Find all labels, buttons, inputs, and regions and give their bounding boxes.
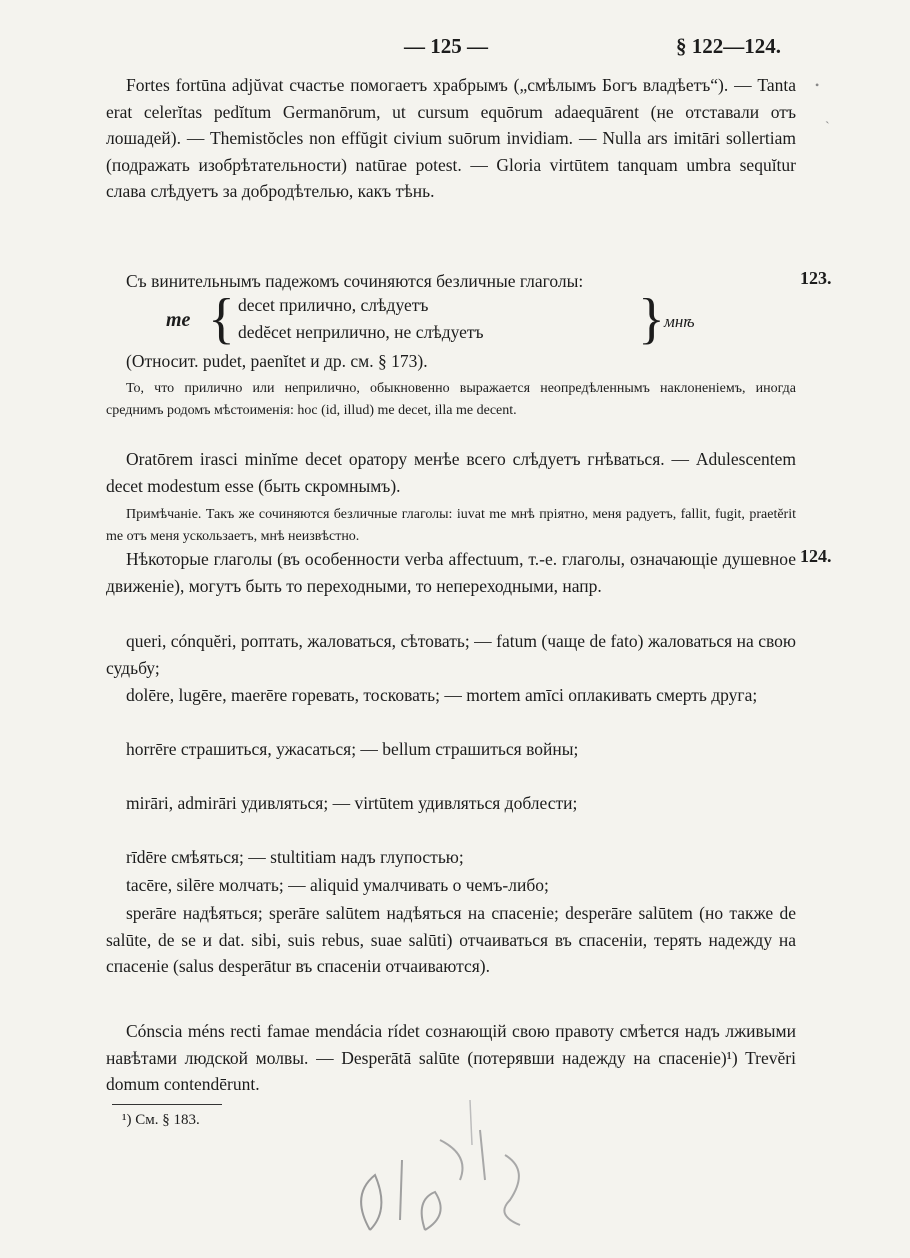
paragraph-text: (Относит. pudet, paenĭtet и др. см. § 173).	[126, 351, 428, 371]
paragraph-text: Примѣчаніе. Такъ же сочиняются безличные глаголы: iuvat me мнѣ пріятно, меня радуетъ, fallit, fugit, praetĕrit me отъ меня ускользаетъ, мнѣ неизвѣстно.	[106, 507, 796, 544]
margin-number-123: 123.	[800, 268, 832, 288]
verb-entry-sperare	[106, 900, 796, 980]
paragraph-examples-dative	[106, 72, 796, 205]
paragraph-text: dolēre, lugēre, maerēre горевать, тосковать; — mortem amīci оплакивать смерть друга;	[126, 685, 758, 705]
paragraph-text: rīdēre смѣяться; — stultitiam надъ глупостью;	[126, 847, 464, 867]
formula-result: мнѣ	[664, 312, 695, 331]
paragraph-reference	[106, 348, 796, 375]
page-number: — 125 —	[404, 34, 488, 58]
margin-speck: `	[825, 120, 830, 135]
right-brace-icon: }	[638, 288, 665, 350]
left-brace-icon: {	[208, 288, 235, 350]
paragraph-text: horrēre страшиться, ужасаться; — bellum страшиться войны;	[126, 739, 579, 759]
formula-subject: me	[166, 309, 191, 331]
paragraph-examples-decet	[106, 446, 796, 499]
verb-entry-queri	[106, 628, 796, 681]
footnote: ¹) См. § 183.	[122, 1112, 200, 1128]
paragraph-text: Fortes fortūna adjŭvat счастье помогаетъ храбрымъ („смѣлымъ Богъ владѣетъ“). — Tanta erat celerĭtas pedĭtum Germanōrum, ut cursum equōrum adaequārent (не отставали отъ лошадей). — Themistŏcles non effŭgit civium suōrum invidiam. — Nulla ars imitāri sollertiam (подражать изобрѣтательности) natūrae potest. — Gloria virtūtem tanquam umbra sequĭtur слава слѣдуетъ за добродѣтелью, какъ тѣнь.	[106, 75, 796, 201]
paragraph-examples-final	[106, 1018, 796, 1098]
margin-number-124: 124.	[800, 546, 832, 566]
paragraph-text: Cónscia méns recti famae mendácia rídet сознающій свою правоту смѣется надъ лживыми навѣтами людской молвы. — Desperātā salūte (потерявши надежду на спасеніе)¹) Trevĕri domum contendērunt.	[106, 1021, 796, 1094]
verb-entry-dolere	[106, 682, 796, 709]
paragraph-verba-affectuum	[106, 546, 796, 599]
margin-speck: •	[815, 78, 820, 92]
paragraph-text: queri, cónquĕri, роптать, жаловаться, сѣтовать; — fatum (чаще de fato) жаловаться на свою судьбу;	[106, 631, 796, 678]
formula-line-decet: decet прилично, слѣдуетъ	[238, 295, 429, 315]
verb-entry-ridere	[106, 844, 796, 871]
formula-line-dedecet: dedĕcet неприлично, не слѣдуетъ	[238, 322, 484, 342]
paragraph-text: То, что прилично или неприлично, обыкновенно выражается неопредѣленнымъ наклоненіемъ, иногда среднимъ родомъ мѣстоименія: hoc (id, illud) me decet, illa me decent.	[106, 381, 796, 418]
paragraph-note-infinitive	[106, 378, 796, 422]
handwritten-pencil-mark	[330, 1100, 570, 1250]
paragraph-text: Нѣкоторые глаголы (въ особенности verba affectuum, т.-е. глаголы, означающіе душевное движеніе), могутъ быть то переходными, то непереходными, напр.	[106, 549, 796, 596]
paragraph-text: mirāri, admirāri удивляться; — virtūtem удивляться доблести;	[126, 793, 578, 813]
paragraph-text: Oratōrem irasci minĭme decet оратору менѣе всего слѣдуетъ гнѣваться. — Adulescentem decet modestum esse (быть скромнымъ).	[106, 449, 796, 496]
paragraph-text: tacēre, silēre молчать; — aliquid умалчивать о чемъ-либо;	[126, 875, 549, 895]
decet-formula	[160, 288, 720, 355]
paragraph-text: sperāre надѣяться; sperāre salūtem надѣяться на спасеніе; desperāre salūtem (но также de salūte, de se и dat. sibi, suis rebus, suae salūti) отчаиваться въ спасеніи, терять надежду на спасеніе (salus desperātur въ спасеніи отчаиваются).	[106, 903, 796, 976]
verb-entry-horrere	[106, 736, 796, 763]
paragraph-text: Съ винительнымъ падежомъ сочиняются безличные глаголы:	[126, 271, 584, 291]
footnote-divider	[112, 1104, 222, 1105]
section-range: § 122—124.	[676, 34, 781, 58]
paragraph-remark	[106, 504, 796, 548]
verb-entry-tacere	[106, 872, 796, 899]
verb-entry-mirari	[106, 790, 796, 817]
